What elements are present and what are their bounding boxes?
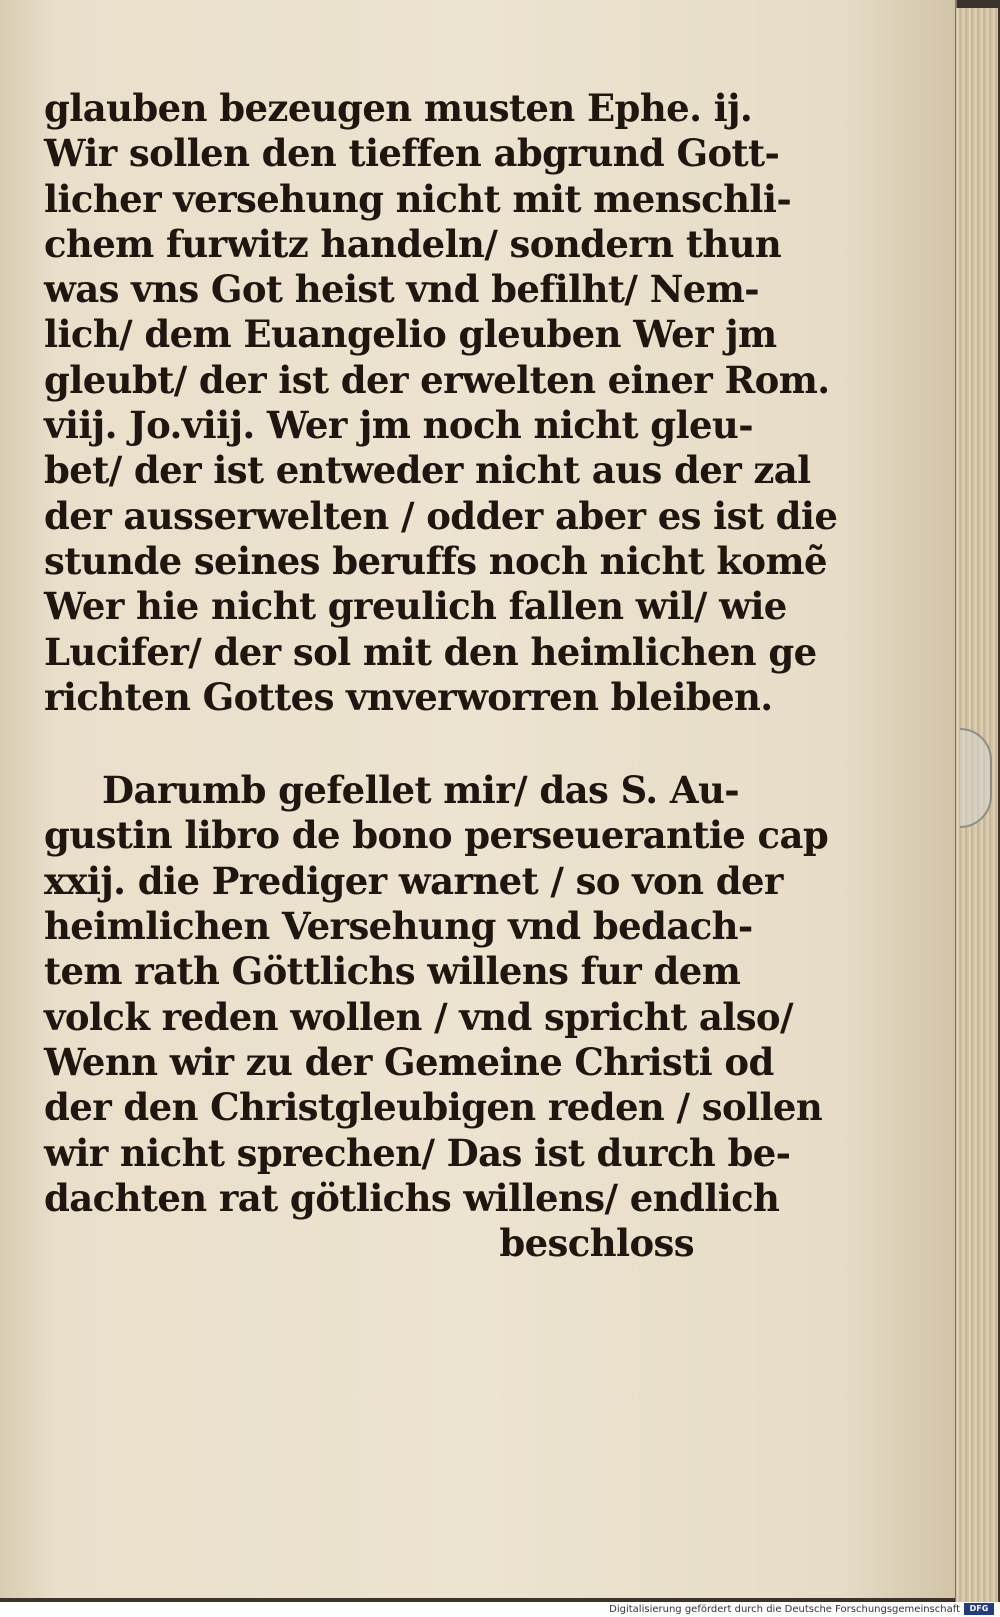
text-line: gustin libro de bono perseuerantie cap (44, 813, 829, 858)
text-line: volck reden wollen / vnd spricht also/ (44, 994, 793, 1039)
text-line: dachten rat götlichs willens/ endlich (44, 1175, 780, 1220)
text-line: licher versehung nicht mit menschli- (44, 176, 792, 221)
catchword: beschloss (499, 1221, 694, 1266)
text-line: richten Gottes vnverworren bleiben. (44, 674, 773, 719)
text-line: wir nicht sprechen/ Das ist durch be- (44, 1130, 791, 1175)
text-line: lich/ dem Euangelio gleuben Wer jm (44, 312, 777, 357)
text-line: der den Christgleubigen reden / sollen (44, 1085, 823, 1130)
text-line: xxij. die Prediger warnet / so von der (44, 858, 783, 903)
text-line: glauben bezeugen musten Ephe. ij. (44, 86, 753, 130)
text-line: Darumb gefellet mir/ das S. Au- (102, 768, 740, 813)
text-line: der ausserwelten / odder aber es ist die (44, 493, 838, 538)
text-line: gleubt/ der ist der erwelten einer Rom. (44, 357, 830, 402)
text-line: heimlichen Versehung vnd bedach- (44, 904, 753, 949)
text-line: viij. Jo.viij. Wer jm noch nicht gleu- (44, 403, 753, 448)
text-line: Wir sollen den tieffen abgrund Gott- (44, 131, 780, 176)
text-line: Wer hie nicht greulich fallen wil/ wie (44, 584, 787, 629)
paragraph-2 (44, 768, 829, 1266)
footer-credit: Digitalisierung gefördert durch die Deutsche Forschungsgemeinschaft (609, 1604, 960, 1615)
paragraph-1 (44, 86, 838, 720)
text-line: chem furwitz handeln/ sondern thun (44, 221, 782, 266)
dfg-logo: DFG (964, 1603, 994, 1615)
text-line: Lucifer/ der sol mit den heimlichen ge (44, 629, 817, 674)
text-line: bet/ der ist entweder nicht aus der zal (44, 448, 811, 493)
text-line: stunde seines beruffs noch nicht komẽ (44, 538, 828, 583)
text-line: Wenn wir zu der Gemeine Christi od (44, 1039, 774, 1084)
page-text (44, 86, 838, 1266)
text-line: was vns Got heist vnd befilht/ Nem- (44, 267, 760, 312)
text-line: tem rath Göttlichs willens fur dem (44, 949, 741, 994)
